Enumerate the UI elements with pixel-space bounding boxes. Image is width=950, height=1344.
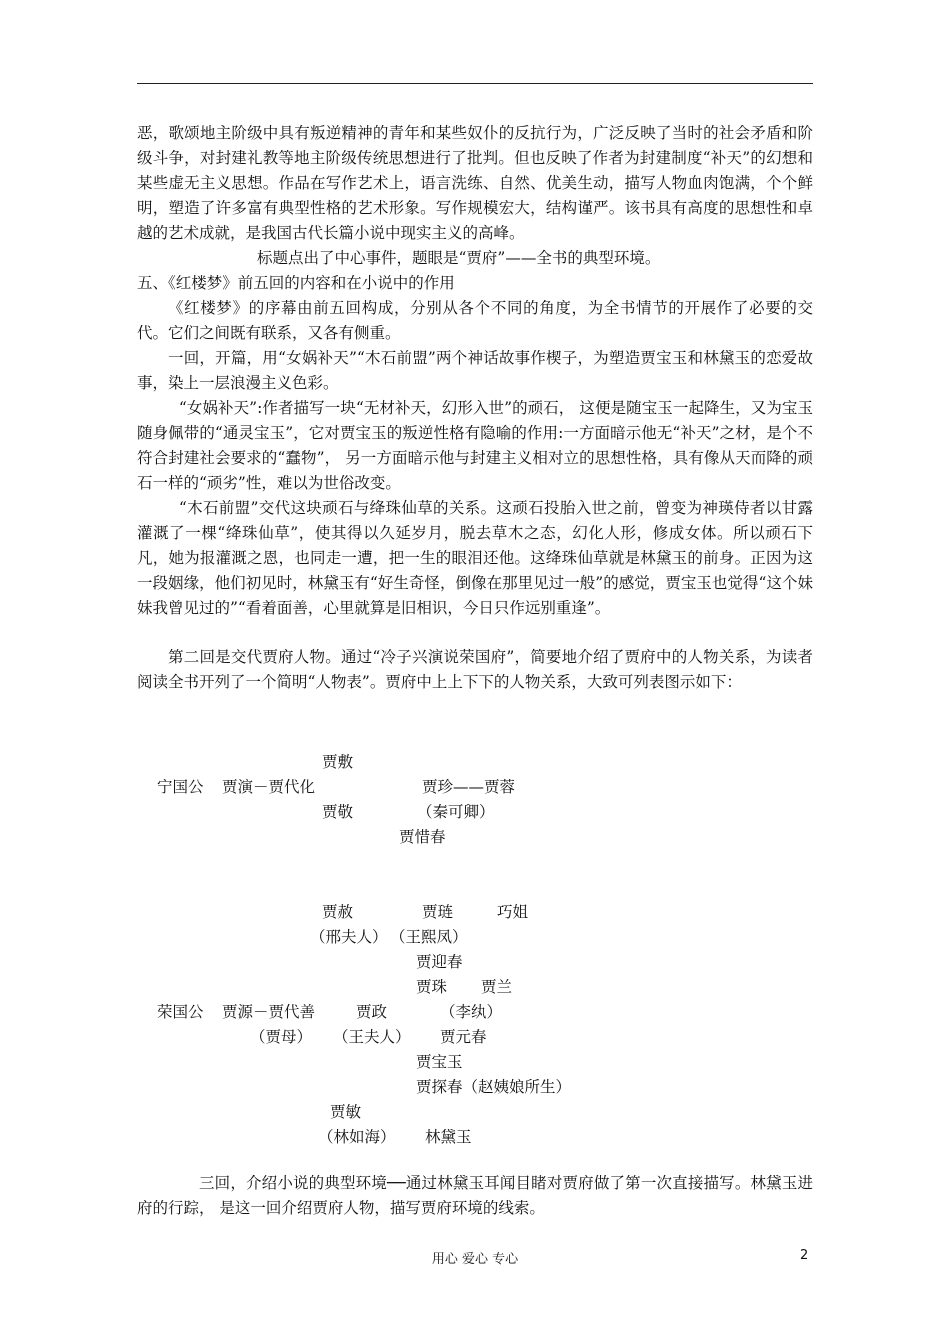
tree-qin-keqing: （秦可卿） [417, 803, 495, 821]
paragraph-prologue: 《红楼梦》的序幕由前五回构成，分别从各个不同的角度，为全书情节的开展作了必要的交代。它们之间既有联系，又各有侧重。 [137, 299, 813, 342]
tree-jia-yan-line: 贾演－贾代化 [222, 778, 316, 796]
tree-jia-jing: 贾敬 [322, 803, 354, 821]
tree-jia-lian: 贾琏 [422, 903, 454, 921]
tree-jia-she: 贾赦 [322, 903, 354, 921]
tree-jia-zhu: 贾珠 [416, 978, 448, 996]
tree-jia-mu: （贾母） [250, 1028, 313, 1046]
paragraph-chapter-three: 三回，介绍小说的典型环境──通过林黛玉耳闻目睹对贾府做了第一次直接描写。林黛玉进府的行踪， 是这一回介绍贾府人物，描写贾府环境的线索。 [137, 1174, 813, 1217]
tree-jia-baoyu: 贾宝玉 [416, 1053, 463, 1071]
tail-text [137, 1171, 813, 1221]
tree-jia-yingchun: 贾迎春 [416, 953, 463, 971]
tree-jia-min: 贾敏 [330, 1103, 362, 1121]
tree-lin-daiyu: 林黛玉 [425, 1128, 472, 1146]
tree-li-wan: （李纨） [440, 1003, 503, 1021]
tree-jia-lan: 贾兰 [481, 978, 513, 996]
paragraph-chapter-one: 一回，开篇，用“女娲补天”“木石前盟”两个神话故事作楔子，为塑造贾宝玉和林黛玉的恋爱故事，染上一层浪漫主义色彩。 [137, 349, 813, 392]
tree-qiao-jie: 巧姐 [497, 903, 529, 921]
tree-xing-furen: （邢夫人） [310, 928, 388, 946]
tree-jia-zheng: 贾政 [356, 1003, 388, 1021]
tree-jia-yuanchun: 贾元春 [440, 1028, 487, 1046]
page-number: 2 [800, 1248, 809, 1263]
tree-jia-fu: 贾敷 [322, 753, 354, 771]
paragraph-intro-summary: 恶，歌颂地主阶级中具有叛逆精神的青年和某些奴仆的反抗行为，广泛反映了当时的社会矛盾和阶级斗争，对封建礼教等地主阶级传统思想进行了批判。但也反映了作者为封建制度“补天”的幻想和某些虚无主义思想。作品在写作艺术上，语言洗练、自然、优美生动，描写人物血肉饱满，个个鲜明，塑造了许多富有典型性格的艺术形象。写作规模宏大，结构谨严。该书具有高度的思想性和卓越的艺术成就，是我国古代长篇小说中现实主义的高峰。 [137, 124, 813, 242]
tree-jia-yuan-line: 贾源－贾代善 [222, 1003, 316, 1021]
paragraph-mushi: “木石前盟”交代这块顽石与绛珠仙草的关系。这顽石投胎入世之前，曾变为神瑛侍者以甘露灌溉了一棵“绛珠仙草”，使其得以久延岁月，脱去草木之态，幻化人形，修成女体。所以顽石下凡，她为报灌溉之恩，也同走一遭，把一生的眼泪还他。这绛珠仙草就是林黛玉的前身。正因为这一段姻缘，他们初见时，林黛玉有“好生奇怪，倒像在那里见过一般”的感觉，贾宝玉也觉得“这个妹妹我曾见过的”“看着面善，心里就算是旧相识，今日只作远别重逢”。 [137, 499, 813, 617]
tree-wang-furen: （王夫人） [333, 1028, 411, 1046]
paragraph-title-note: 标题点出了中心事件，题眼是“贾府”——全书的典型环境。 [257, 249, 661, 267]
paragraph-nuwa: “女娲补天”:作者描写一块“无材补天，幻形入世”的顽石， 这便是随宝玉一起降生，又为宝玉随身佩带的“通灵宝玉”，它对贾宝玉的叛逆性格有隐喻的作用:一方面暗示他无“补天”之材，是个不符合封建社会要求的“蠢物”， 另一方面暗示他与封建主义相对立的思想性格，具有像从天而降的顽石一样的“顽劣”性，难以为世俗改变。 [137, 399, 813, 492]
tree-rongguo-gong: 荣国公 [157, 1003, 204, 1021]
tree-wang-xifeng: （王熙凤） [390, 928, 468, 946]
tree-jia-xichun: 贾惜春 [399, 828, 446, 846]
tree-ningguo-gong: 宁国公 [157, 778, 204, 796]
paragraph-chapter-two: 第二回是交代贾府人物。通过“冷子兴演说荣国府”，简要地介绍了贾府中的人物关系，为读者阅读全书开列了一个简明“人物表”。贾府中上上下下的人物关系，大致可列表图示如下： [137, 648, 813, 691]
tree-jia-tanchun: 贾探春（赵姨娘所生） [416, 1078, 572, 1096]
tree-jia-zhen-line: 贾珍——贾蓉 [422, 778, 516, 796]
section-heading-five: 五、《红楼梦》前五回的内容和在小说中的作用 [137, 274, 455, 292]
tree-lin-ruhai: （林如海） [318, 1128, 396, 1146]
footer-motto: 用心 爱心 专心 [431, 1252, 519, 1267]
